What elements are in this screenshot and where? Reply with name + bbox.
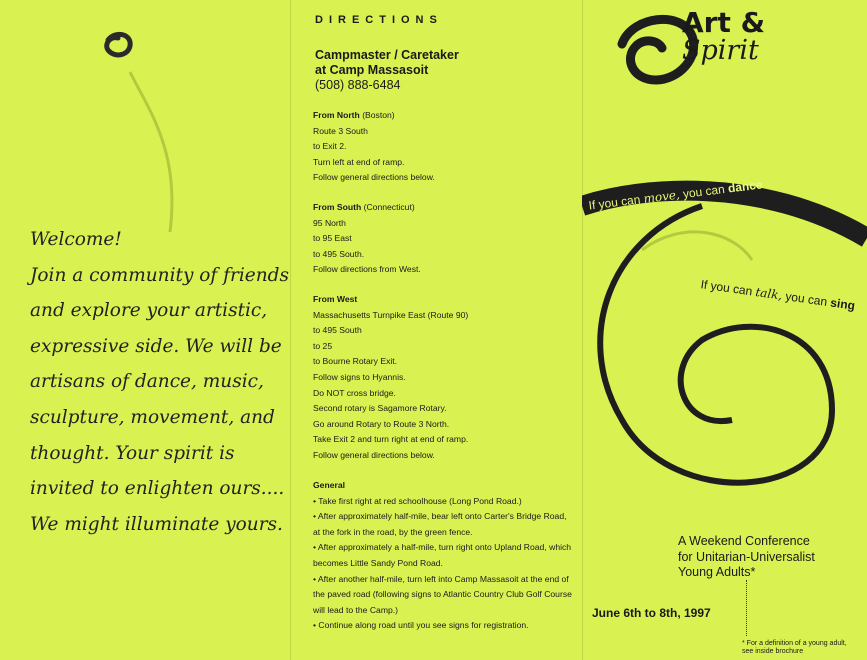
tagline-strong: dance (727, 177, 764, 196)
direction-line: Take Exit 2 and turn right at end of ramp. (313, 434, 469, 445)
conference-line: Young Adults* (678, 565, 756, 579)
directions-panel (290, 0, 582, 660)
direction-line: Go around Rotary to Route 3 North. (313, 418, 450, 429)
section-heading: From West (313, 294, 358, 304)
direction-line: to 25 (313, 340, 333, 351)
direction-line: Massachusetts Turnpike East (Route 90) (313, 309, 469, 320)
event-dates: June 6th to 8th, 1997 (592, 606, 711, 620)
direction-line: Second rotary is Sagamore Rotary. (313, 403, 447, 414)
conference-line: for Unitarian-Universalist (678, 549, 815, 564)
direction-line: to 495 South (313, 325, 362, 336)
welcome-line: Join a community of friends (30, 264, 289, 286)
tagline-strong: sing (829, 295, 856, 313)
contact-block (315, 48, 459, 93)
direction-line: Do NOT cross bridge. (313, 387, 396, 398)
tagline-emphasis: move, (642, 187, 681, 206)
welcome-line: sculpture, movement, and (30, 406, 275, 428)
footnote: * For a definition of a young adult, see inside brochure (742, 640, 847, 655)
brand-title (682, 6, 765, 66)
direction-line: Follow signs to Hyannis. (313, 371, 406, 382)
section-heading: From North (313, 110, 360, 120)
contact-phone: (508) 888-6484 (315, 78, 401, 92)
section-subheading: (Connecticut) (363, 202, 415, 212)
cover-panel (582, 0, 867, 660)
welcome-text (30, 222, 289, 542)
tagline-text: you can (781, 288, 832, 310)
title-art: Art & (682, 6, 766, 39)
direction-line: Follow general directions below. (313, 172, 435, 183)
welcome-line: invited to enlighten ours.... (30, 478, 285, 500)
direction-line: Route 3 South (313, 125, 368, 136)
welcome-line: Welcome! (30, 229, 122, 250)
direction-line: • Take first right at red schoolhouse (Long Pond Road.) (313, 495, 522, 506)
direction-line: • After another half-mile, turn left into Camp Massasoit at the end of the paved road (following signs to Atlantic Country Club Golf Course will lead to the Camp.) (313, 573, 572, 615)
contact-location: at Camp Massasoit (315, 63, 429, 77)
tagline-text: you can (678, 181, 729, 202)
welcome-line: We might illuminate yours. (30, 513, 283, 535)
tagline-text: If you can (699, 277, 757, 299)
section-heading: From South (313, 202, 362, 212)
footnote-leader (746, 580, 747, 636)
contact-role: Campmaster / Caretaker (315, 48, 459, 62)
title-spirit: Spirit (682, 35, 759, 66)
direction-line: • After approximately half-mile, bear left onto Carter's Bridge Road, at the fork in the road, by the green fence. (313, 511, 567, 537)
direction-line: 95 North (313, 217, 346, 228)
welcome-line: thought. Your spirit is (30, 442, 235, 464)
direction-line: to Bourne Rotary Exit. (313, 356, 398, 367)
conference-line: A Weekend Conference (678, 534, 810, 548)
direction-line: to Exit 2. (313, 141, 347, 152)
tagline-text: If you can (587, 191, 645, 213)
section-heading: General (313, 480, 346, 490)
welcome-line: expressive side. We will be (30, 335, 282, 357)
direction-line: to 95 East (313, 233, 352, 244)
direction-line: Follow directions from West. (313, 264, 421, 275)
section-subheading: (Boston) (362, 110, 395, 120)
from-west-block (313, 292, 573, 464)
direction-line: Turn left at end of ramp. (313, 156, 405, 167)
from-north-block (313, 108, 573, 186)
general-block (313, 478, 575, 634)
direction-line: • After approximately a half-mile, turn right onto Upland Road, which becomes Little Sandy Pond Road. (313, 542, 572, 568)
directions-title: DIRECTIONS (315, 14, 443, 26)
direction-line: • Continue along road until you see signs for registration. (313, 620, 529, 631)
welcome-line: and explore your artistic, (30, 300, 268, 322)
from-south-block (313, 200, 573, 278)
direction-line: to 495 South. (313, 248, 365, 259)
welcome-line: artisans of dance, music, (30, 371, 264, 393)
welcome-panel (0, 0, 290, 660)
direction-line: Follow general directions below. (313, 449, 435, 460)
tagline-emphasis: talk, (754, 284, 784, 303)
conference-description (678, 534, 815, 581)
